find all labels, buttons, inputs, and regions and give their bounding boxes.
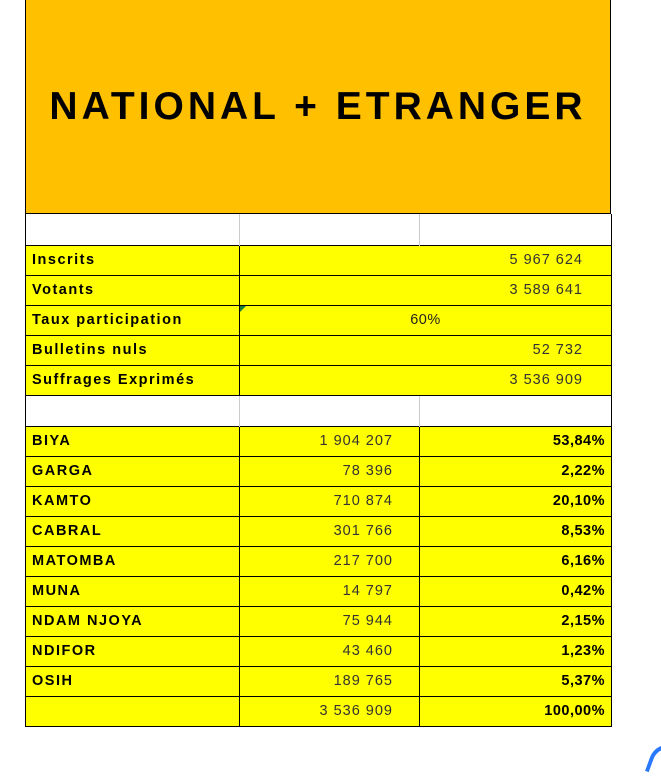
candidate-percent: 5,37%: [420, 666, 612, 696]
candidate-votes: 710 874: [240, 486, 420, 516]
candidate-percent: 53,84%: [420, 426, 612, 456]
total-row: [26, 696, 612, 726]
candidate-row: [26, 486, 612, 516]
candidate-percent: 8,53%: [420, 516, 612, 546]
candidate-votes: 43 460: [240, 636, 420, 666]
candidate-votes: 301 766: [240, 516, 420, 546]
candidate-row: [26, 636, 612, 666]
candidate-name: MUNA: [26, 576, 240, 606]
candidate-percent: 6,16%: [420, 546, 612, 576]
total-votes: 3 536 909: [240, 696, 420, 726]
summary-label: Taux participation: [26, 305, 240, 335]
total-label-cell: [26, 696, 240, 726]
candidate-votes: 189 765: [240, 666, 420, 696]
candidate-row: [26, 576, 612, 606]
spacer-row: [26, 214, 612, 245]
candidate-row: [26, 546, 612, 576]
spacer-row: [26, 395, 612, 426]
summary-label: Inscrits: [26, 245, 240, 275]
candidate-name: NDAM NJOYA: [26, 606, 240, 636]
candidate-row: [26, 606, 612, 636]
candidate-name: NDIFOR: [26, 636, 240, 666]
candidate-percent: 20,10%: [420, 486, 612, 516]
summary-value: 3 589 641: [240, 275, 612, 305]
summary-value: 60%: [240, 305, 612, 335]
results-sheet: [25, 0, 611, 727]
page-title: NATIONAL + ETRANGER: [49, 84, 587, 128]
candidate-percent: 2,22%: [420, 456, 612, 486]
summary-value: 52 732: [240, 335, 612, 365]
total-percent: 100,00%: [420, 696, 612, 726]
candidate-row: [26, 666, 612, 696]
summary-row: [26, 365, 612, 395]
candidate-votes: 75 944: [240, 606, 420, 636]
summary-label: Suffrages Exprimés: [26, 365, 240, 395]
summary-value: 3 536 909: [240, 365, 612, 395]
candidate-name: MATOMBA: [26, 546, 240, 576]
candidate-name: OSIH: [26, 666, 240, 696]
candidate-name: BIYA: [26, 426, 240, 456]
candidate-name: KAMTO: [26, 486, 240, 516]
candidate-row: [26, 516, 612, 546]
summary-value: 5 967 624: [240, 245, 612, 275]
title-banner: [25, 0, 611, 214]
summary-label: Votants: [26, 275, 240, 305]
summary-row: [26, 305, 612, 335]
candidate-name: CABRAL: [26, 516, 240, 546]
candidate-votes: 14 797: [240, 576, 420, 606]
candidate-votes: 1 904 207: [240, 426, 420, 456]
corner-arc-icon: [645, 739, 661, 779]
candidate-percent: 1,23%: [420, 636, 612, 666]
candidate-name: GARGA: [26, 456, 240, 486]
results-table: [25, 214, 612, 727]
summary-row: [26, 335, 612, 365]
summary-row: [26, 245, 612, 275]
candidate-row: [26, 456, 612, 486]
summary-row: [26, 275, 612, 305]
candidate-percent: 0,42%: [420, 576, 612, 606]
candidate-percent: 2,15%: [420, 606, 612, 636]
summary-label: Bulletins nuls: [26, 335, 240, 365]
candidate-votes: 78 396: [240, 456, 420, 486]
candidate-row: [26, 426, 612, 456]
candidate-votes: 217 700: [240, 546, 420, 576]
